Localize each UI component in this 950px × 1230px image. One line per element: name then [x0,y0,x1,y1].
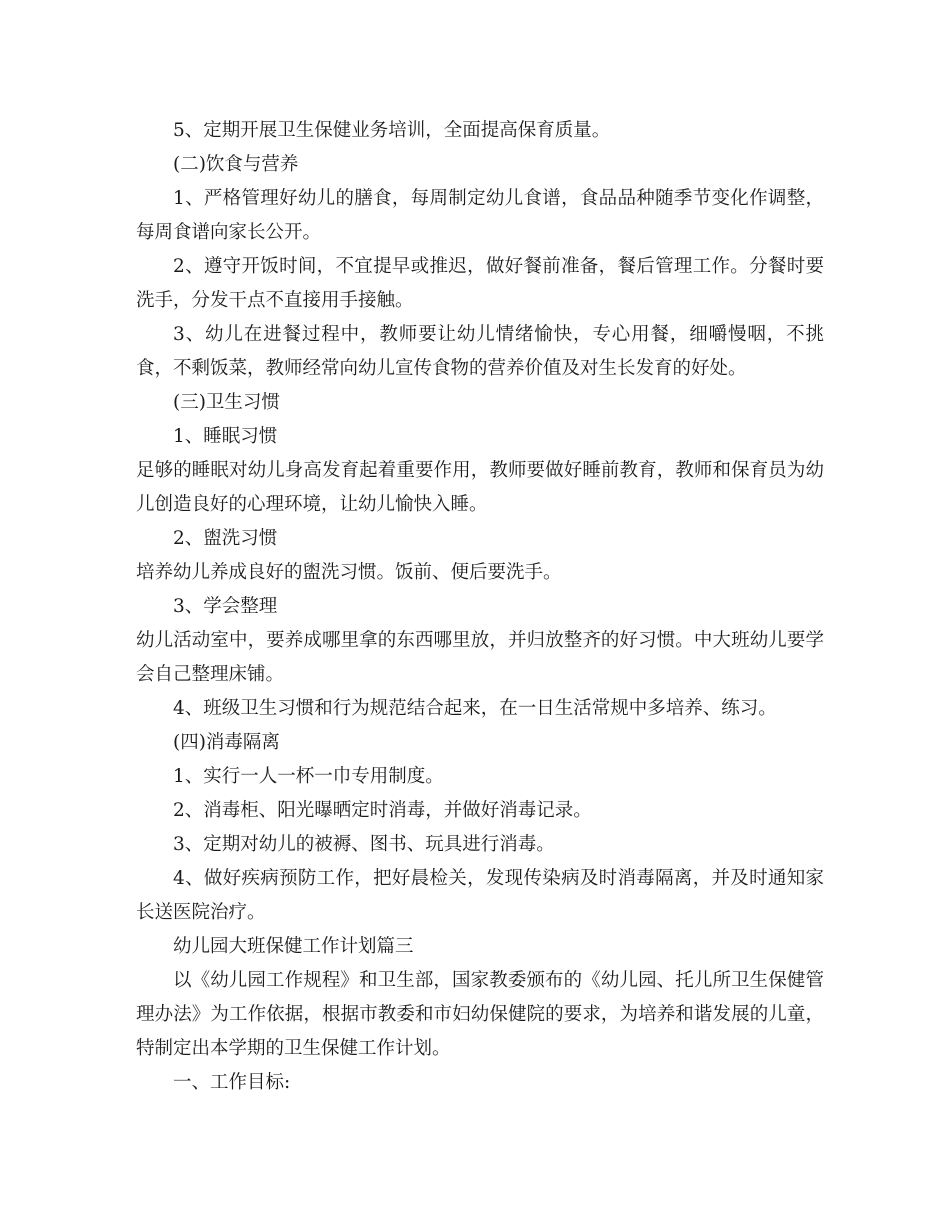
paragraph: 1、严格管理好幼儿的膳食，每周制定幼儿食谱，食品品种随季节变化作调整，每周食谱向家长公开。 [136,188,824,243]
section-heading: 一、工作目标: [173,1072,291,1093]
section-heading: (三)卫生习惯 [173,392,280,413]
paragraph: 2、遵守开饭时间，不宜提早或推迟，做好餐前准备，餐后管理工作。分餐时要洗手，分发干点不直接用手接触。 [136,256,824,311]
subheading: 3、学会整理 [173,596,278,617]
paragraph: 培养幼儿养成良好的盥洗习惯。饭前、便后要洗手。 [136,562,562,583]
subheading: 2、盥洗习惯 [173,528,278,549]
document-body [136,114,824,1100]
paragraph: 以《幼儿园工作规程》和卫生部，国家教委颁布的《幼儿园、托儿所卫生保健管理办法》为工作依据，根据市教委和市妇幼保健院的要求，为培养和谐发展的儿童，特制定出本学期的卫生保健工作计划。 [136,970,824,1059]
paragraph: 4、班级卫生习惯和行为规范结合起来，在一日生活常规中多培养、练习。 [173,698,777,719]
section-title: 幼儿园大班保健工作计划篇三 [173,936,414,957]
paragraph: 3、幼儿在进餐过程中，教师要让幼儿情绪愉快，专心用餐，细嚼慢咽，不挑食，不剩饭菜，教师经常向幼儿宣传食物的营养价值及对生长发育的好处。 [136,324,824,379]
section-heading: (四)消毒隔离 [173,732,280,753]
paragraph: 2、消毒柜、阳光曝晒定时消毒，并做好消毒记录。 [173,800,592,821]
paragraph: 足够的睡眠对幼儿身高发育起着重要作用，教师要做好睡前教育，教师和保育员为幼儿创造良好的心理环境，让幼儿愉快入睡。 [136,460,824,515]
paragraph: 3、定期对幼儿的被褥、图书、玩具进行消毒。 [173,834,555,855]
paragraph: 1、实行一人一杯一巾专用制度。 [173,766,444,787]
section-heading: (二)饮食与营养 [173,154,299,175]
paragraph: 4、做好疾病预防工作，把好晨检关，发现传染病及时消毒隔离，并及时通知家长送医院治疗。 [136,868,824,923]
subheading: 1、睡眠习惯 [173,426,278,447]
paragraph: 幼儿活动室中，要养成哪里拿的东西哪里放，并归放整齐的好习惯。中大班幼儿要学会自己整理床铺。 [136,630,824,685]
paragraph: 5、定期开展卫生保健业务培训，全面提高保育质量。 [173,120,611,141]
